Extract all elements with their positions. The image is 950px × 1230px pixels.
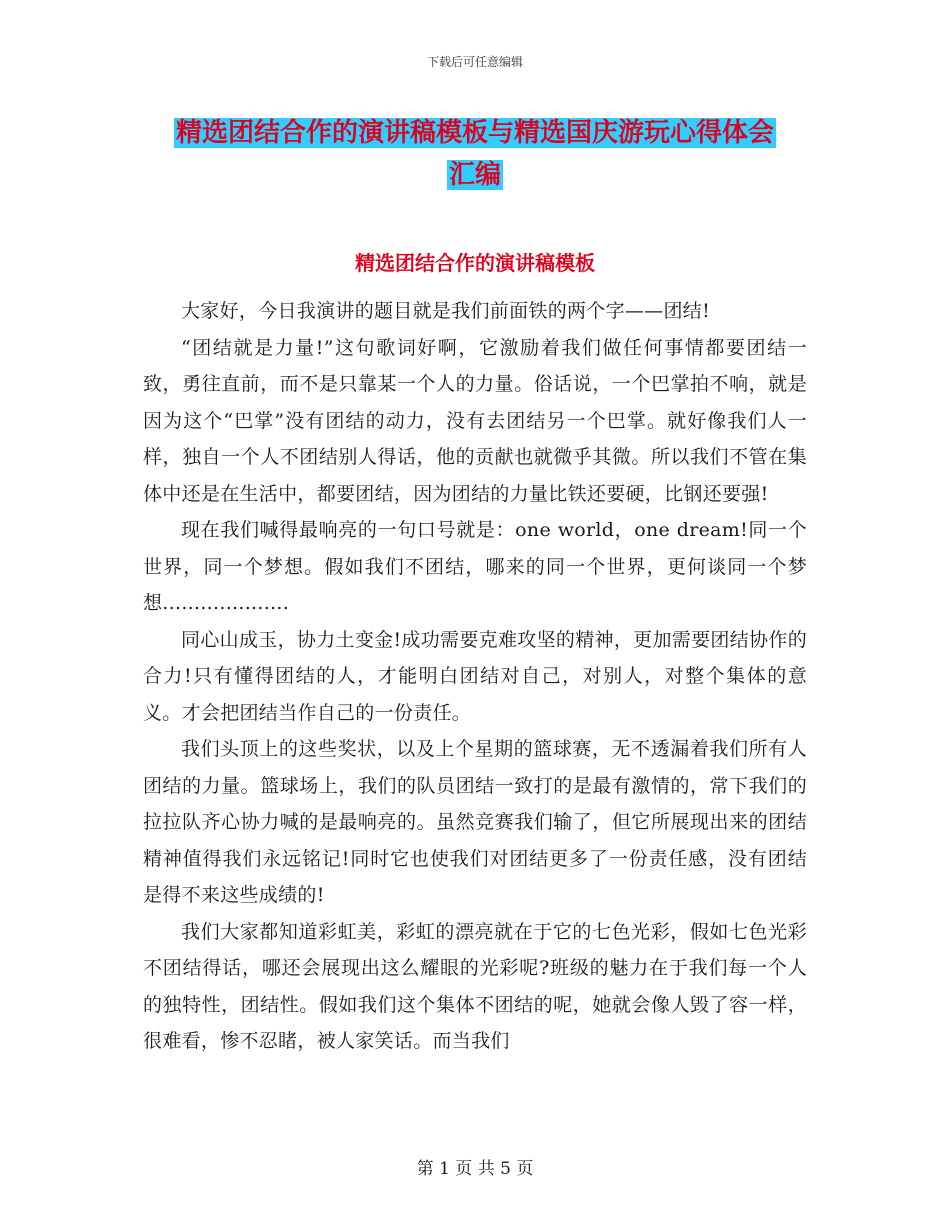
paragraph: “团结就是力量!”这句歌词好啊，它激励着我们做任何事情都要团结一致，勇往直前，而不是只靠某一个人的力量。俗话说，一个巴掌拍不响，就是因为这个“巴掌”没有团结的动力，没有去团结另一个巴掌。就好像我们人一样，独自一个人不团结别人得话，他的贡献也就微乎其微。所以我们不管在集体中还是在生活中，都要团结，因为团结的力量比铁还要硬，比钢还要强!	[143, 336, 807, 505]
page-number: 第 1 页 共 5 页	[416, 1159, 534, 1179]
section-title: 精选团结合作的演讲稿模板	[355, 251, 595, 275]
document-title-line-2: 汇编	[448, 160, 501, 190]
paragraph: 同心山成玉，协力土变金!成功需要克难攻坚的精神，更加需要团结协作的合力!只有懂得团结的人，才能明白团结对自己，对别人，对整个集体的意义。才会把团结当作自己的一份责任。	[143, 628, 807, 724]
document-title-line-1: 精选团结合作的演讲稿模板与精选国庆游玩心得体会	[175, 118, 774, 148]
paragraph: 大家好，今日我演讲的题目就是我们前面铁的两个字——团结!	[181, 300, 711, 322]
header-note: 下载后可任意编辑	[426, 55, 523, 69]
paragraph: 我们大家都知道彩虹美，彩虹的漂亮就在于它的七色光彩，假如七色光彩不团结得话，哪还会展现出这么耀眼的光彩呢?班级的魅力在于我们每一个人的独特性，团结性。假如我们这个集体不团结的呢，她就会像人毁了容一样，很难看，惨不忍睹，被人家笑话。而当我们	[143, 920, 807, 1052]
paragraph: 我们头顶上的这些奖状，以及上个星期的篮球赛，无不透漏着我们所有人团结的力量。篮球场上，我们的队员团结一致打的是最有激情的，常下我们的拉拉队齐心协力喊的是最响亮的。虽然竞赛我们输了，但它所展现出来的团结精神值得我们永远铭记!同时它也使我们对团结更多了一份责任感，没有团结是得不来这些成绩的!	[143, 738, 807, 906]
paragraph: 现在我们喊得最响亮的一句口号就是：one world，one dream!同一个世界，同一个梦想。假如我们不团结，哪来的同一个世界，更何谈同一个梦想....................	[143, 519, 807, 614]
body-text	[143, 293, 807, 1060]
document-title	[150, 112, 800, 196]
